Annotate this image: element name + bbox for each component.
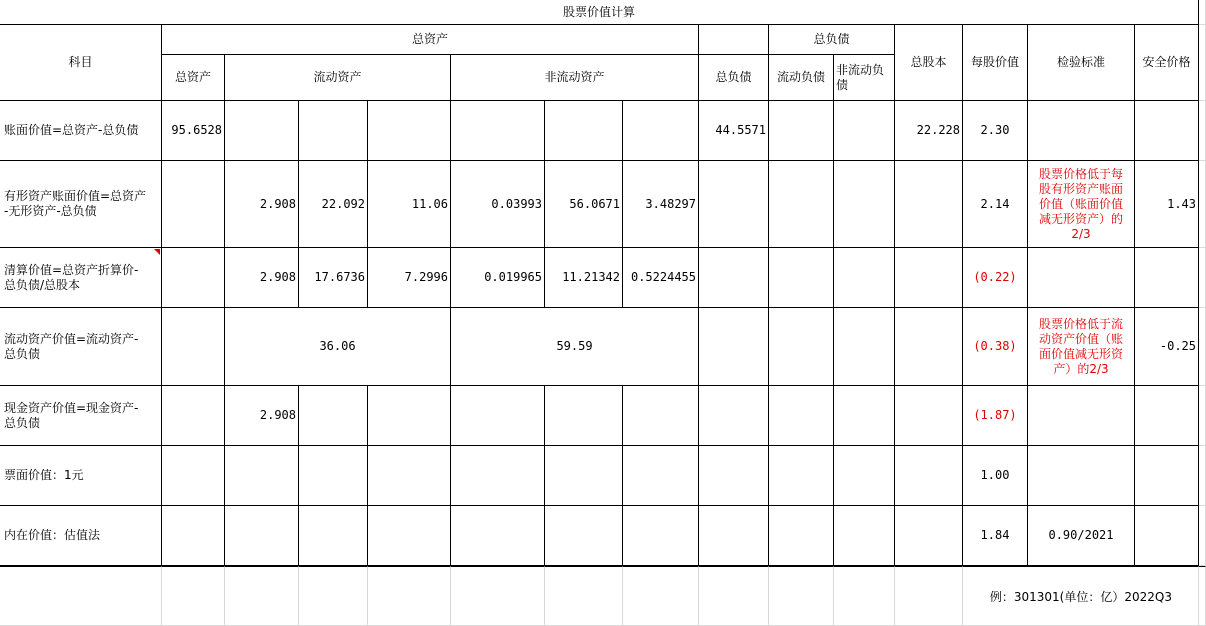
cell-tangible-ca3[interactable]: 11.06 — [368, 161, 451, 248]
empty-cell[interactable] — [1199, 308, 1206, 386]
header-current-assets[interactable]: 流动资产 — [225, 55, 451, 101]
cell-liquidation-nca2[interactable]: 11.21342 — [545, 248, 623, 308]
header-safe-price[interactable]: 安全价格 — [1135, 25, 1199, 101]
empty-cell[interactable] — [834, 101, 895, 161]
cell-book-total-liab[interactable]: 44.5571 — [699, 101, 769, 161]
cell-tangible-nca1[interactable]: 0.03993 — [451, 161, 545, 248]
header-total-liab[interactable]: 总负债 — [699, 55, 769, 101]
empty-cell[interactable] — [368, 101, 451, 161]
sheet-title[interactable]: 股票价值计算 — [0, 0, 1199, 25]
empty-cell[interactable] — [545, 386, 623, 446]
empty-cell[interactable] — [1199, 25, 1206, 101]
empty-cell[interactable] — [545, 506, 623, 566]
cell-book-total-assets[interactable]: 95.6528 — [162, 101, 225, 161]
empty-cell[interactable] — [299, 506, 368, 566]
header-subject[interactable]: 科目 — [0, 25, 162, 101]
empty-cell[interactable] — [769, 446, 834, 506]
row-label-intrinsic-value[interactable]: 内在价值：估值法 — [0, 506, 162, 566]
empty-cell[interactable] — [368, 506, 451, 566]
empty-cell[interactable] — [834, 161, 895, 248]
empty-cell[interactable] — [1135, 446, 1199, 506]
empty-cell[interactable] — [699, 25, 769, 55]
header-total-assets[interactable]: 总资产 — [162, 55, 225, 101]
cell-tangible-ca2[interactable]: 22.092 — [299, 161, 368, 248]
empty-cell[interactable] — [769, 248, 834, 308]
empty-cell[interactable] — [451, 386, 545, 446]
empty-cell[interactable] — [1028, 386, 1135, 446]
empty-cell[interactable] — [545, 446, 623, 506]
cell-tangible-criteria[interactable]: 股票价格低于每 股有形资产账面 价值（账面价值 减无形资产）的 2/3 — [1028, 161, 1135, 248]
cell-tangible-ca1[interactable]: 2.908 — [225, 161, 299, 248]
empty-cell[interactable] — [769, 566, 834, 626]
cell-liquidation-ca3[interactable]: 7.2996 — [368, 248, 451, 308]
empty-cell[interactable] — [162, 386, 225, 446]
empty-cell[interactable] — [299, 386, 368, 446]
cell-current-nca[interactable]: 59.59 — [451, 308, 699, 386]
cell-liquidation-per-share[interactable]: (0.22) — [963, 248, 1028, 308]
header-total-shares[interactable]: 总股本 — [895, 25, 963, 101]
empty-cell[interactable] — [0, 566, 162, 626]
empty-cell[interactable] — [1028, 248, 1135, 308]
cell-intrinsic-criteria[interactable]: 0.90/2021 — [1028, 506, 1135, 566]
cell-tangible-per-share[interactable]: 2.14 — [963, 161, 1028, 248]
empty-cell[interactable] — [699, 506, 769, 566]
header-noncurrent-liab[interactable]: 非流动负 债 — [834, 55, 895, 101]
cell-current-ca[interactable]: 36.06 — [225, 308, 451, 386]
cell-current-per-share[interactable]: (0.38) — [963, 308, 1028, 386]
header-total-liab-group[interactable]: 总负债 — [769, 25, 895, 55]
empty-cell[interactable] — [699, 308, 769, 386]
empty-cell[interactable] — [623, 101, 699, 161]
empty-cell[interactable] — [162, 248, 225, 308]
empty-cell[interactable] — [1028, 446, 1135, 506]
header-criteria[interactable]: 检验标准 — [1028, 25, 1135, 101]
empty-cell[interactable] — [834, 248, 895, 308]
empty-cell[interactable] — [834, 506, 895, 566]
empty-cell[interactable] — [623, 446, 699, 506]
row-label-cash-value[interactable]: 现金资产价值=现金资产- 总负债 — [0, 386, 162, 446]
empty-cell[interactable] — [623, 506, 699, 566]
empty-cell[interactable] — [699, 446, 769, 506]
row-label-tangible-book-value[interactable]: 有形资产账面价值=总资产 -无形资产-总负债 — [0, 161, 162, 248]
empty-cell[interactable] — [1135, 386, 1199, 446]
empty-cell[interactable] — [699, 566, 769, 626]
empty-cell[interactable] — [451, 446, 545, 506]
empty-cell[interactable] — [769, 308, 834, 386]
cell-book-per-share[interactable]: 2.30 — [963, 101, 1028, 161]
empty-cell[interactable] — [299, 101, 368, 161]
empty-cell[interactable] — [299, 566, 368, 626]
empty-cell[interactable] — [225, 101, 299, 161]
empty-cell[interactable] — [1199, 0, 1206, 25]
empty-cell[interactable] — [834, 446, 895, 506]
empty-cell[interactable] — [225, 566, 299, 626]
cell-tangible-nca3[interactable]: 3.48297 — [623, 161, 699, 248]
row-label-current-asset-value[interactable]: 流动资产价值=流动资产- 总负债 — [0, 308, 162, 386]
empty-cell[interactable] — [162, 308, 225, 386]
cell-book-total-shares[interactable]: 22.228 — [895, 101, 963, 161]
empty-cell[interactable] — [699, 386, 769, 446]
empty-cell[interactable] — [699, 161, 769, 248]
empty-cell[interactable] — [225, 446, 299, 506]
footnote-text: 例：301301(单位：亿）2022Q3 — [989, 589, 1172, 604]
empty-cell[interactable] — [895, 506, 963, 566]
cell-cash-per-share[interactable]: (1.87) — [963, 386, 1028, 446]
empty-cell[interactable] — [368, 566, 451, 626]
empty-cell[interactable] — [368, 446, 451, 506]
cell-tangible-safe-price[interactable]: 1.43 — [1135, 161, 1199, 248]
empty-cell[interactable] — [451, 506, 545, 566]
cell-liquidation-nca1[interactable]: 0.019965 — [451, 248, 545, 308]
empty-cell[interactable] — [368, 386, 451, 446]
header-current-liab[interactable]: 流动负债 — [769, 55, 834, 101]
empty-cell[interactable] — [1135, 506, 1199, 566]
cell-face-per-share[interactable]: 1.00 — [963, 446, 1028, 506]
empty-cell[interactable] — [1135, 248, 1199, 308]
empty-cell[interactable] — [1199, 446, 1206, 506]
cell-tangible-nca2[interactable]: 56.0671 — [545, 161, 623, 248]
empty-cell[interactable] — [895, 386, 963, 446]
cell-current-safe-price[interactable]: -0.25 — [1135, 308, 1199, 386]
empty-cell[interactable] — [1135, 101, 1199, 161]
empty-cell[interactable] — [162, 566, 225, 626]
empty-cell[interactable] — [699, 248, 769, 308]
empty-cell[interactable] — [895, 161, 963, 248]
cell-liquidation-ca2[interactable]: 17.6736 — [299, 248, 368, 308]
empty-cell[interactable] — [162, 506, 225, 566]
cell-cash-ca1[interactable]: 2.908 — [225, 386, 299, 446]
row-label-book-value[interactable]: 账面价值=总资产-总负债 — [0, 101, 162, 161]
empty-cell[interactable] — [769, 506, 834, 566]
cell-current-criteria[interactable]: 股票价格低于流 动资产价值（账 面价值减无形资 产）的2/3 — [1028, 308, 1135, 386]
empty-cell[interactable] — [162, 161, 225, 248]
empty-cell[interactable] — [769, 161, 834, 248]
empty-cell[interactable] — [162, 446, 225, 506]
header-per-share[interactable]: 每股价值 — [963, 25, 1028, 101]
empty-cell[interactable] — [299, 446, 368, 506]
empty-cell[interactable] — [895, 446, 963, 506]
empty-cell[interactable] — [834, 386, 895, 446]
empty-cell[interactable] — [1199, 161, 1206, 248]
empty-cell[interactable] — [1199, 101, 1206, 161]
empty-cell[interactable] — [895, 566, 963, 626]
empty-cell[interactable] — [545, 566, 623, 626]
empty-cell[interactable] — [623, 566, 699, 626]
empty-cell[interactable] — [225, 506, 299, 566]
empty-cell[interactable] — [545, 101, 623, 161]
empty-cell[interactable] — [1199, 566, 1206, 626]
empty-cell[interactable] — [623, 386, 699, 446]
empty-cell[interactable] — [1199, 386, 1206, 446]
empty-cell[interactable] — [769, 101, 834, 161]
header-noncurrent-assets[interactable]: 非流动资产 — [451, 55, 699, 101]
empty-cell[interactable] — [1199, 248, 1206, 308]
empty-cell[interactable] — [1199, 506, 1206, 566]
comment-indicator-icon[interactable] — [154, 249, 160, 255]
header-total-assets-group[interactable]: 总资产 — [162, 25, 699, 55]
empty-cell[interactable] — [1028, 101, 1135, 161]
empty-cell[interactable] — [834, 308, 895, 386]
empty-cell[interactable] — [769, 386, 834, 446]
empty-cell[interactable] — [451, 101, 545, 161]
row-label-face-value[interactable]: 票面价值：1元 — [0, 446, 162, 506]
empty-cell[interactable] — [834, 566, 895, 626]
empty-cell[interactable] — [895, 248, 963, 308]
cell-intrinsic-per-share[interactable]: 1.84 — [963, 506, 1028, 566]
empty-cell[interactable] — [451, 566, 545, 626]
row-label-liquidation-value[interactable]: 清算价值=总资产折算价- 总负债/总股本 — [0, 248, 162, 308]
cell-liquidation-ca1[interactable]: 2.908 — [225, 248, 299, 308]
cell-liquidation-nca3[interactable]: 0.5224455 — [623, 248, 699, 308]
empty-cell[interactable] — [895, 308, 963, 386]
